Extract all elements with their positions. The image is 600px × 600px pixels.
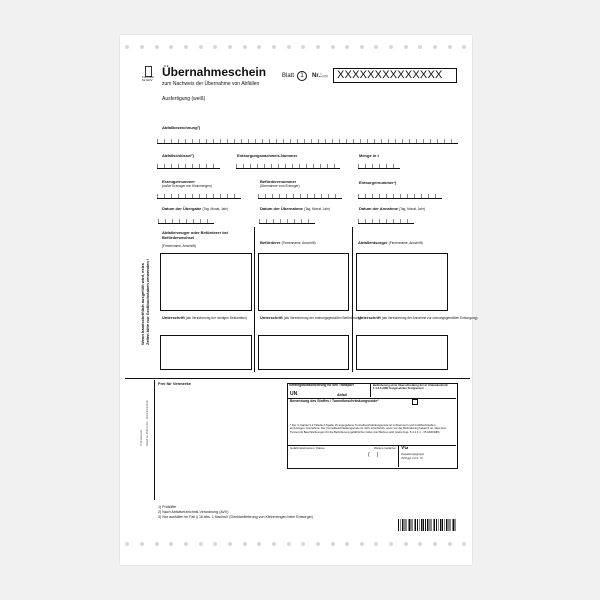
- blatt-label: Blatt: [282, 73, 295, 79]
- abfall-label: Abfall: [337, 393, 347, 397]
- entsorgungsnachweis-field[interactable]: [236, 164, 340, 169]
- section-divider: [125, 378, 470, 379]
- gefahrgut-inner-divider: [370, 383, 371, 397]
- document-number: XXXXXXXXXXXXXX: [337, 69, 443, 81]
- signature-erzeuger-box[interactable]: [160, 335, 252, 370]
- tunnel-footnote: * Der in Kapitel 3.2 Tabelle A Spalte 15 angegebene Tunnelbeschränkungscode ist in Klammern und Großbuchstaben einzutragen. Ausnahme: Der Tunnelbeschränkungscode ist nicht erforderlich, wenn vor der Beförderung bekannt ist, dass kein Tunnel mit Beschränkungen für die Beförderung gefährlicher Güter durchfahren wird (siehe Kap. 5.4.1.1.1 - 15 ADR/RID).: [290, 423, 447, 434]
- handwriting-note: Wenn handschriftlich ausgefüllt wird, extra Zeilen bitte nur Großbuchstaben verwenden !: [140, 258, 150, 345]
- menge-label: Menge in t: [359, 153, 379, 158]
- punch-holes-top: [120, 44, 472, 50]
- form-title: Übernahmeschein: [162, 65, 267, 79]
- publisher-code: Bestell-Nr. 2503 IS 014 · Übernahmeschein: [146, 399, 149, 446]
- entsorger-heading: Abfallentsorger (Firmenname, Anschrift): [358, 240, 423, 245]
- befoerderernummer-label: Beförderernummer: [260, 179, 297, 184]
- vg-label: VG: [401, 445, 409, 451]
- column-divider-2: [352, 227, 353, 372]
- footnote-1: 1) Prüfziffer: [158, 505, 177, 509]
- footnote-2: 2) Nach Abfallverzeichnis-Verordnung (AVV): [158, 510, 229, 514]
- entsorger-address-box[interactable]: [356, 253, 448, 311]
- un-label: UN: [290, 391, 298, 397]
- weitere-gefahren-label: Weitere Gefahren: [374, 446, 397, 450]
- form-subtitle: zum Nachweis der Übernahme von Abfällen: [162, 81, 260, 87]
- datum-uebergabe: Datum der Übergabe (Tag, Monat, Jahr): [162, 206, 229, 211]
- abfallschluessel-label: Abfallschlüssel²): [162, 153, 195, 158]
- befoerderung-label: Beförderung ohne Überschreitung der in Unterabschnitt 1.1.3.6 ADR festgesetzten Freigrenzen: [373, 383, 448, 391]
- datum-uebernahme-field[interactable]: [259, 219, 315, 224]
- copy-label: Ausfertigung (weiß): [162, 96, 206, 102]
- datum-annahme: Datum der Annahme (Tag, Monat, Jahr): [359, 206, 425, 211]
- datum-uebernahme: Datum der Übernahme (Tag, Monat, Jahr): [260, 206, 330, 211]
- column-divider-1: [254, 227, 255, 372]
- signature-entsorger-heading: Unterschrift (als Versicherung der Annahme zur ordnungsgemäßen Entsorgung): [358, 315, 478, 320]
- pictogram-label: Formular für EDV: [142, 75, 155, 83]
- frei-left-border: [154, 380, 155, 500]
- gefahrgut-label: Gefahrgutklassifizierung für den Transport: [289, 383, 354, 387]
- signature-entsorger-box[interactable]: [356, 335, 448, 370]
- erzeugernummer-label: Erzeugernummer: [162, 179, 195, 184]
- datum-uebergabe-field[interactable]: [158, 219, 214, 224]
- barcode: [398, 519, 456, 531]
- erzeuger-hint: (Firmenname, Anschrift): [162, 244, 197, 248]
- entsorgernummer-field[interactable]: [358, 194, 442, 199]
- vg-ref: (IV/ff ggf. 2.2.9.. ff.): [401, 457, 424, 460]
- erzeuger-title: Abfallerzeuger oder Beförderer bei Beförderwechsel: [162, 230, 229, 240]
- signature-befoerderer-box[interactable]: [258, 335, 349, 370]
- nr-label: Nr.:: [312, 73, 323, 79]
- signature-befoerderer-heading: Unterschrift (als Versicherung der ordnungsgemäßen Beförderung): [260, 315, 362, 320]
- erzeugernummer-note: (außer Erzeuger von Kleinmengen): [162, 184, 212, 188]
- befoerderer-address-box[interactable]: [258, 253, 349, 311]
- vg-divider: [398, 445, 399, 467]
- erzeuger-address-box[interactable]: [160, 253, 252, 311]
- abfallschluessel-field[interactable]: [157, 164, 220, 169]
- document-number-box[interactable]: [333, 68, 457, 83]
- befoerderernummer-note: (Übernahme vom Erzeuger): [260, 184, 300, 188]
- footnote-3: 3) Nur ausfüllen im Fall § 16 Abs. 1 NachwV (Direktanlieferung von Kleinmengen beim Entsorger): [158, 515, 314, 519]
- abfallbezeichnung-label: Abfallbezeichnung²): [162, 125, 201, 130]
- abfallbezeichnung-field[interactable]: [157, 139, 458, 144]
- vg-note: Verpackungsgruppe: [401, 453, 425, 456]
- punch-holes-bottom: [120, 541, 472, 547]
- benennung-label: Benennung des Stoffes / Tunnelbeschränkungscode*: [290, 399, 379, 403]
- entsorgernummer-label: Entsorgernummer³): [359, 180, 397, 185]
- datum-annahme-field[interactable]: [358, 219, 414, 224]
- nr-footnote: (¹)(²): [322, 74, 328, 78]
- signature-erzeuger-heading: Unterschrift (als Versicherung der richtigen Deklaration): [162, 315, 247, 320]
- frei-fuer-vermerke: Frei für Vermerke: [158, 381, 191, 386]
- entsorgungsnachweis-label: Entsorgungsnachweis-Nummer: [237, 153, 298, 158]
- erzeugernummer-field[interactable]: [157, 194, 241, 199]
- blatt-number-circle: 1: [297, 71, 307, 81]
- befoerderung-checkbox[interactable]: [412, 399, 418, 405]
- menge-field[interactable]: [358, 164, 400, 169]
- befoerderer-heading: Beförderer (Firmenname, Anschrift): [260, 240, 316, 245]
- gefahrzettel-label: Gefahrzettelmuster / Klasse: [290, 446, 325, 450]
- befoerderernummer-field[interactable]: [258, 194, 342, 199]
- publisher-name: © Dr.Hrog AG: [140, 430, 143, 446]
- weitere-gefahren-field[interactable]: ( ): [368, 452, 379, 458]
